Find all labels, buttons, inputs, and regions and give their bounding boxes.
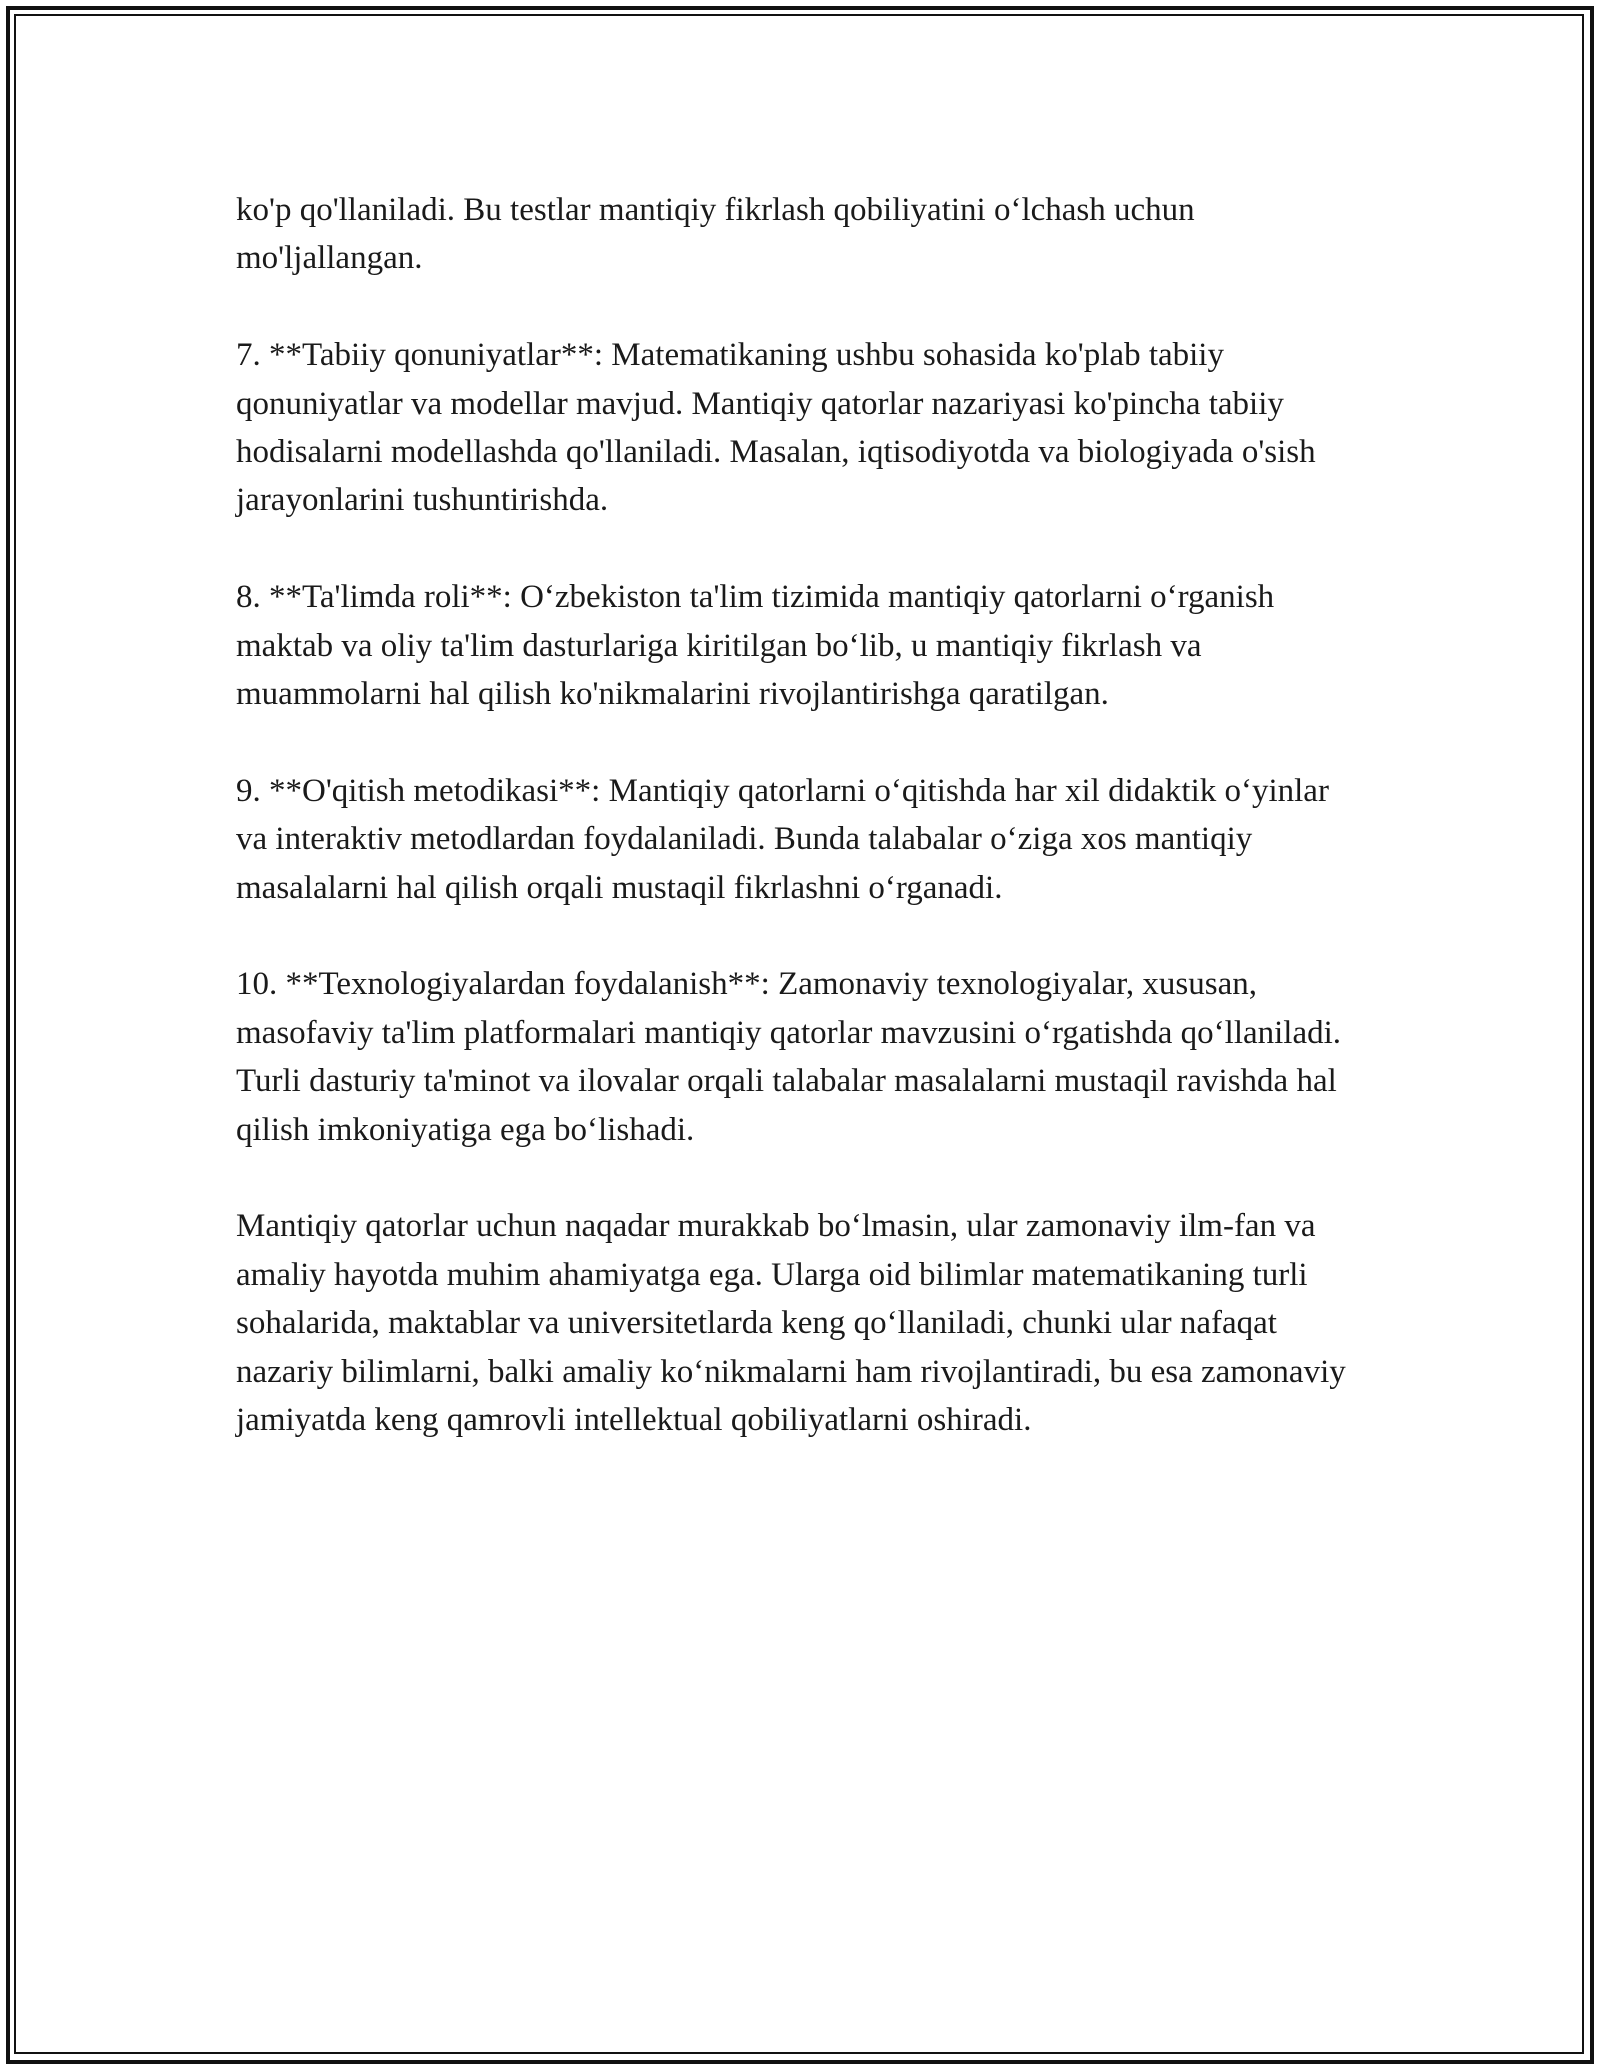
paragraph-item-8: 8. **Ta'limda roli**: O‘zbekiston ta'lim tizimida mantiqiy qatorlarni o‘rganish maktab va oliy ta'lim dasturlariga kiritilgan bo‘lib, u mantiqiy fikrlash va muammolarni hal qilish ko'nikmalarini rivojlantirishga qaratilgan. — [236, 579, 1275, 713]
paragraph-item-7: 7. **Tabiiy qonuniyatlar**: Matematikaning ushbu sohasida ko'plab tabiiy qonuniyatlar va modellar mavjud. Mantiqiy qatorlar nazariyasi ko'pincha tabiiy hodisalarni modellashda qo'llaniladi. Masalan, iqtisodiyotda va biologiyada o'sish jarayonlarini tushuntirishda. — [236, 337, 1316, 519]
document-body — [236, 186, 1366, 1444]
paragraph-continuation: ko'p qo'llaniladi. Bu testlar mantiqiy fikrlash qobiliyatini o‘lchash uchun mo'ljallangan. — [236, 192, 1195, 277]
paragraph-item-10: 10. **Texnologiyalardan foydalanish**: Zamonaviy texnologiyalar, xususan, masofaviy ta'lim platformalari mantiqiy qatorlar mavzusini o‘rgatishda qo‘llaniladi. Turli dasturiy ta'minot va ilovalar orqali talabalar masalalarni mustaqil ravishda hal qilish imkoniyatiga ega bo‘lishadi. — [236, 966, 1342, 1148]
paragraph-item-9: 9. **O'qitish metodikasi**: Mantiqiy qatorlarni o‘qitishda har xil didaktik o‘yinlar va interaktiv metodlardan foydalaniladi. Bunda talabalar o‘ziga xos mantiqiy masalalarni hal qilish orqali mustaqil fikrlashni o‘rganadi. — [236, 772, 1329, 906]
paragraph-conclusion: Mantiqiy qatorlar uchun naqadar murakkab bo‘lmasin, ular zamonaviy ilm-fan va amaliy hayotda muhim ahamiyatga ega. Ularga oid bilimlar matematikaning turli sohalarida, maktablar va universitetlarda keng qo‘llaniladi, chunki ular nafaqat nazariy bilimlarni, balki amaliy ko‘nikmalarni ham rivojlantiradi, bu esa zamonaviy jamiyatda keng qamrovli intellektual qobiliyatlarni oshiradi. — [236, 1208, 1346, 1439]
